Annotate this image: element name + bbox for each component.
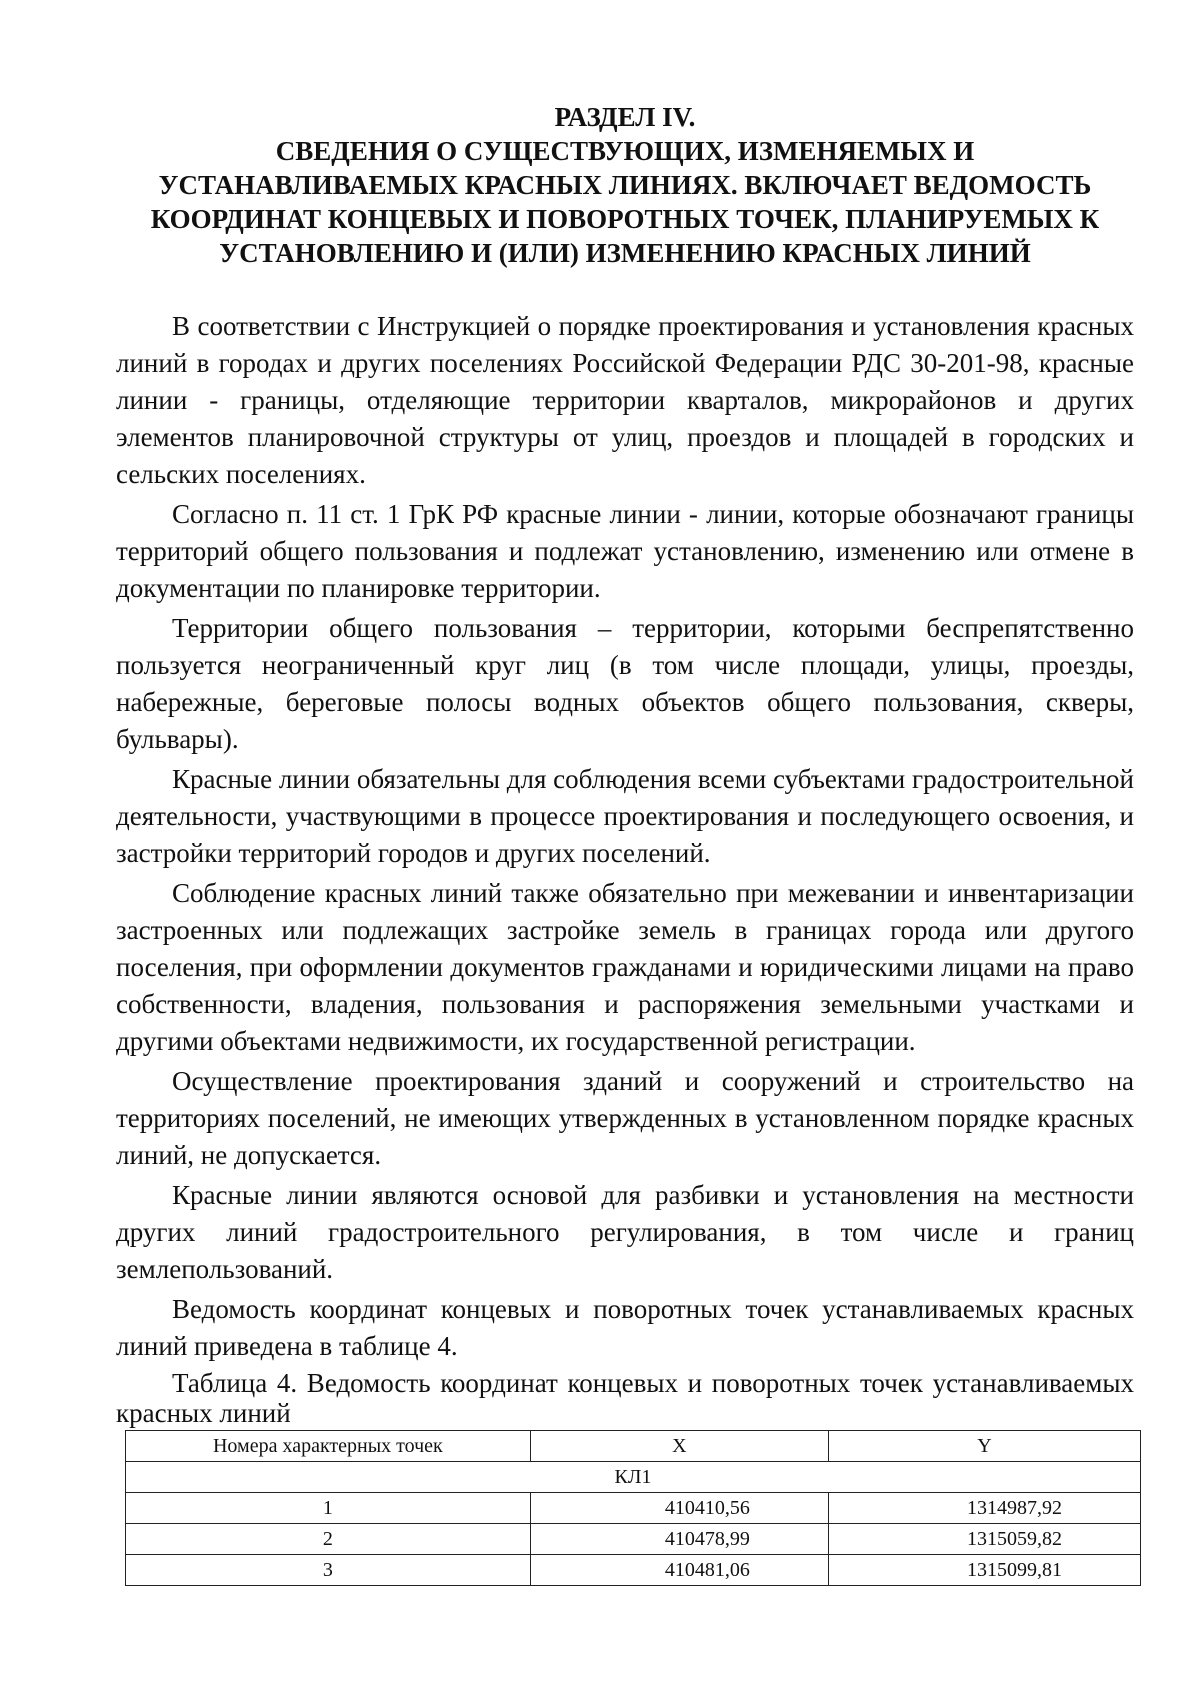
body-paragraph: Красные линии являются основой для разбивки и установления на местности других линий градостроительного регулирования, в том числе и границ землепользований. — [116, 1180, 1134, 1284]
body-paragraph: Территории общего пользования – территории, которыми беспрепятственно пользуется неограниченный круг лиц (в том числе площади, улицы, проезды, набережные, береговые полосы водных объектов общего пользования, скверы, бульвары). — [116, 613, 1134, 754]
table-row — [126, 1555, 1141, 1586]
body-paragraph: Соблюдение красных линий также обязательно при межевании и инвентаризации застроенных или подлежащих застройке земель в границах города или другого поселения, при оформлении документов гражданами и юридическими лицами на право собственности, владения, пользования и распоряжения земельными участками и другими объектами недвижимости, их государственной регистрации. — [116, 878, 1134, 1056]
header-point-number: Номера характерных точек — [126, 1431, 531, 1462]
body-paragraph: Ведомость координат концевых и поворотных точек устанавливаемых красных линий приведена в таблице 4. — [116, 1294, 1134, 1361]
table-caption: Таблица 4. Ведомость координат концевых и поворотных точек устанавливаемых красных линий — [116, 1368, 1134, 1428]
heading-line: СВЕДЕНИЯ О СУЩЕСТВУЮЩИХ, ИЗМЕНЯЕМЫХ И — [275, 136, 975, 166]
table-header-row — [126, 1431, 1141, 1462]
document-page — [116, 100, 1134, 1586]
table-row — [126, 1493, 1141, 1524]
point-number: 3 — [126, 1555, 531, 1586]
point-number: 2 — [126, 1524, 531, 1555]
x-coordinate: 410481,06 — [530, 1555, 828, 1586]
x-coordinate: 410478,99 — [530, 1524, 828, 1555]
group-label: КЛ1 — [126, 1462, 1141, 1493]
heading-line: УСТАНАВЛИВАЕМЫХ КРАСНЫХ ЛИНИЯХ. ВКЛЮЧАЕТ ВЕДОМОСТЬ — [158, 170, 1092, 200]
body-paragraph: В соответствии с Инструкцией о порядке проектирования и установления красных линий в городах и других поселениях Российской Федерации РДС 30-201-98, красные линии - границы, отделяющие территории кварталов, микрорайонов и других элементов планировочной структуры от улиц, проездов и площадей в городских и сельских поселениях. — [116, 311, 1134, 489]
heading-line: РАЗДЕЛ IV. — [554, 102, 696, 132]
body-paragraph: Красные линии обязательны для соблюдения всеми субъектами градостроительной деятельности, участвующими в процессе проектирования и последующего освоения, и застройки территорий городов и других поселений. — [116, 764, 1134, 868]
y-coordinate: 1315099,81 — [828, 1555, 1140, 1586]
coordinates-table — [125, 1430, 1141, 1586]
header-x: X — [530, 1431, 828, 1462]
heading-line: УСТАНОВЛЕНИЮ И (ИЛИ) ИЗМЕНЕНИЮ КРАСНЫХ ЛИНИЙ — [219, 238, 1031, 268]
body-paragraph: Осуществление проектирования зданий и сооружений и строительство на территориях поселений, не имеющих утвержденных в установленном порядке красных линий, не допускается. — [116, 1066, 1134, 1170]
y-coordinate: 1315059,82 — [828, 1524, 1140, 1555]
header-y: Y — [828, 1431, 1140, 1462]
body-paragraph: Согласно п. 11 ст. 1 ГрК РФ красные линии - линии, которые обозначают границы территорий общего пользования и подлежат установлению, изменению или отмене в документации по планировке территории. — [116, 499, 1134, 603]
x-coordinate: 410410,56 — [530, 1493, 828, 1524]
table-group-row — [126, 1462, 1141, 1493]
table-row — [126, 1524, 1141, 1555]
y-coordinate: 1314987,92 — [828, 1493, 1140, 1524]
section-heading — [116, 100, 1134, 270]
heading-line: КООРДИНАТ КОНЦЕВЫХ И ПОВОРОТНЫХ ТОЧЕК, ПЛАНИРУЕМЫХ К — [150, 204, 1100, 234]
point-number: 1 — [126, 1493, 531, 1524]
